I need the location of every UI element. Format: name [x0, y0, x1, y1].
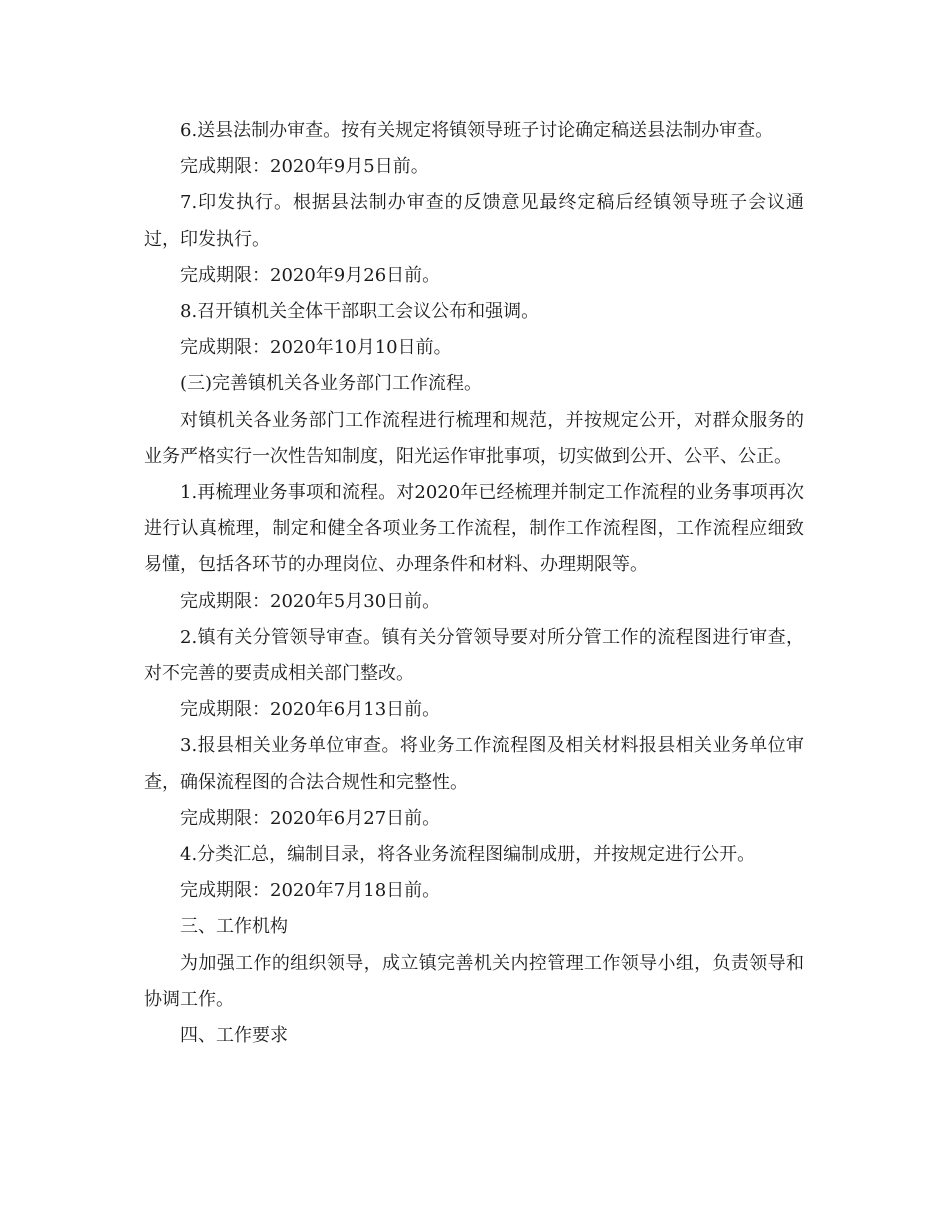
document-body [144, 113, 804, 1054]
paragraph-item-8-meeting: 8.召开镇机关全体干部职工会议公布和强调。 [180, 301, 540, 323]
paragraph-work-organization: 为加强工作的组织领导，成立镇完善机关内控管理工作领导小组，负责领导和协调工作。 [144, 952, 804, 1010]
paragraph-item-4-compile: 4.分类汇总，编制目录，将各业务流程图编制成册，并按规定进行公开。 [180, 844, 756, 866]
paragraph-deadline: 完成期限：2020年9月5日前。 [180, 156, 429, 178]
paragraph-deadline: 完成期限：2020年6月27日前。 [180, 807, 441, 829]
paragraph-item-7-issue: 7.印发执行。根据县法制办审查的反馈意见最终定稿后经镇领导班子会议通过，印发执行。 [144, 192, 804, 250]
section-heading-3: (三)完善镇机关各业务部门工作流程。 [180, 373, 483, 395]
paragraph-deadline: 完成期限：2020年7月18日前。 [180, 880, 441, 902]
paragraph-item-1-sort: 1.再梳理业务事项和流程。对2020年已经梳理并制定工作流程的业务事项再次进行认真梳理，制定和健全各项业务工作流程，制作工作流程图，工作流程应细致易懂，包括各环节的办理岗位、办理条件和材料、办理期限等。 [144, 482, 804, 576]
paragraph-deadline: 完成期限：2020年9月26日前。 [180, 264, 441, 286]
paragraph-item-6-review: 6.送县法制办审查。按有关规定将镇领导班子讨论确定稿送县法制办审查。 [180, 120, 774, 141]
paragraph-deadline: 完成期限：2020年10月10日前。 [180, 337, 452, 359]
paragraph-deadline: 完成期限：2020年5月30日前。 [180, 590, 441, 612]
paragraph-item-2-leader-review: 2.镇有关分管领导审查。镇有关分管领导要对所分管工作的流程图进行审查，对不完善的要责成相关部门整改。 [144, 626, 804, 685]
section-heading-work-requirements: 四、工作要求 [180, 1025, 288, 1047]
section-heading-work-organization: 三、工作机构 [180, 916, 288, 938]
paragraph-deadline: 完成期限：2020年6月13日前。 [180, 699, 441, 721]
paragraph-item-3-county-review: 3.报县相关业务单位审查。将业务工作流程图及相关材料报县相关业务单位审查，确保流程图的合法合规性和完整性。 [144, 735, 804, 793]
paragraph-section-3-intro: 对镇机关各业务部门工作流程进行梳理和规范，并按规定公开，对群众服务的业务严格实行一次性告知制度，阳光运作审批事项，切实做到公开、公平、公正。 [144, 409, 804, 467]
